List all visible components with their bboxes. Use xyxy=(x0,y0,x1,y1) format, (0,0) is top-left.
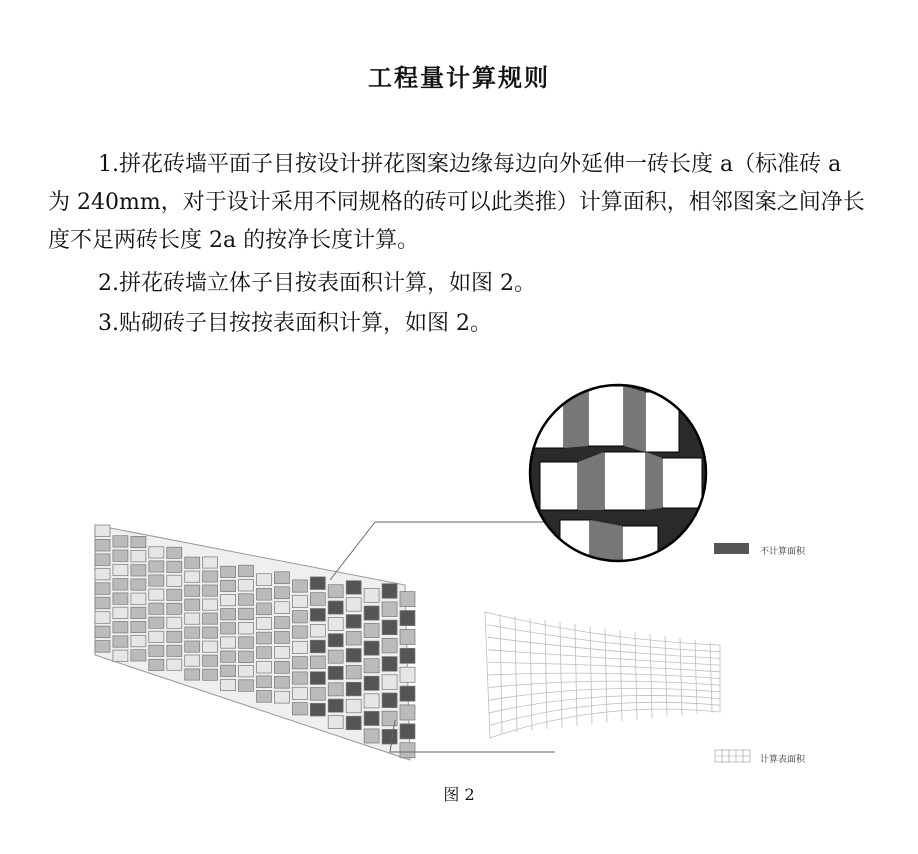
wall-brick xyxy=(149,659,164,670)
wall-brick xyxy=(364,694,379,708)
wall-brick xyxy=(131,621,146,632)
wall-brick xyxy=(274,661,289,673)
wall-brick xyxy=(203,641,218,652)
wall-brick xyxy=(167,659,182,670)
wall-brick xyxy=(364,606,379,620)
wire-column-line xyxy=(530,618,532,731)
wall-brick xyxy=(310,703,325,716)
wall-brick xyxy=(239,665,254,677)
wall-brick xyxy=(95,612,110,624)
wall-brick xyxy=(400,629,415,644)
wall-brick xyxy=(364,588,379,602)
wall-brick xyxy=(167,575,182,586)
wall-brick xyxy=(382,675,397,690)
rule-1-paragraph: 1.拼花砖墙平面子目按设计拼花图案边缘每边向外延伸一砖长度 a（标准砖 a 为 240mm，对于设计采用不同规格的砖可以此类推）计算面积，相邻图案之间净长度不足两砖长度 2a 的按净长度计算。 xyxy=(48,152,865,253)
wall-brick xyxy=(292,626,307,638)
legend-swatch-excluded xyxy=(714,543,749,554)
wall-brick xyxy=(382,638,397,653)
wall-brick xyxy=(292,580,307,592)
wall-brick xyxy=(167,547,182,558)
wall-brick xyxy=(274,691,289,703)
wall-brick xyxy=(113,579,128,590)
wire-row-line xyxy=(489,681,720,687)
wall-brick xyxy=(239,608,254,620)
legend-swatch-included xyxy=(715,750,750,762)
wall-brick xyxy=(149,589,164,600)
wall-brick xyxy=(131,565,146,576)
wall-brick xyxy=(310,672,325,685)
wall-brick xyxy=(292,672,307,684)
wire-row-line xyxy=(489,673,721,678)
wall-brick xyxy=(257,603,272,615)
wall-brick xyxy=(167,645,182,656)
wall-brick xyxy=(292,703,307,715)
wall-brick xyxy=(346,699,361,713)
wall-brick xyxy=(185,585,200,596)
wall-brick xyxy=(310,624,325,637)
wall-brick xyxy=(95,626,110,638)
wall-brick xyxy=(203,599,218,610)
wall-brick xyxy=(113,622,128,633)
wall-brick xyxy=(149,547,164,558)
wall-brick xyxy=(274,676,289,688)
wall-brick xyxy=(239,623,254,635)
wall-brick xyxy=(274,602,289,614)
rule-3-line: 3.贴砌砖子目按按表面积计算，如图 2。 xyxy=(98,311,492,336)
wall-brick xyxy=(274,617,289,629)
wall-brick xyxy=(400,667,415,682)
wall-brick xyxy=(149,575,164,586)
wall-brick xyxy=(364,624,379,638)
wall-brick xyxy=(203,571,218,582)
wall-brick xyxy=(149,617,164,628)
wall-brick xyxy=(310,656,325,669)
wall-brick xyxy=(400,592,415,607)
wall-brick xyxy=(257,691,272,703)
wall-brick xyxy=(328,666,343,679)
wall-brick xyxy=(364,676,379,690)
wall-brick xyxy=(221,566,236,577)
wall-brick xyxy=(257,632,272,644)
wire-row-line xyxy=(488,662,720,671)
wall-brick xyxy=(274,646,289,658)
wall-brick xyxy=(310,593,325,606)
wall-brick xyxy=(328,634,343,647)
legend-label-excluded: 不计算面积 xyxy=(760,547,806,557)
wall-brick xyxy=(257,647,272,659)
wall-brick xyxy=(221,651,236,662)
brick-wall-illustration xyxy=(0,380,918,800)
wall-brick xyxy=(310,688,325,701)
wall-brick xyxy=(257,676,272,688)
wall-brick xyxy=(328,683,343,696)
wall-brick xyxy=(292,657,307,669)
wall-brick xyxy=(328,585,343,598)
wire-row-line xyxy=(488,637,720,658)
wall-brick xyxy=(131,593,146,604)
wall-brick xyxy=(400,743,415,758)
wall-brick xyxy=(113,607,128,618)
wall-brick xyxy=(346,632,361,646)
wall-brick xyxy=(292,595,307,607)
wall-brick xyxy=(239,594,254,606)
wall-brick xyxy=(239,651,254,663)
wall-brick xyxy=(346,615,361,629)
wall-brick xyxy=(185,669,200,680)
wire-column-line xyxy=(500,614,502,734)
wall-brick xyxy=(328,716,343,729)
wall-brick xyxy=(346,581,361,595)
document-title: 工程量计算规则 xyxy=(368,63,550,92)
wall-brick xyxy=(113,650,128,661)
wall-brick xyxy=(382,693,397,708)
wall-brick xyxy=(364,641,379,655)
wall-brick xyxy=(274,572,289,584)
wall-brick xyxy=(167,589,182,600)
wire-column-line xyxy=(635,632,637,720)
wall-brick xyxy=(257,588,272,600)
wall-brick xyxy=(203,655,218,666)
wall-brick xyxy=(382,657,397,672)
wall-brick xyxy=(185,599,200,610)
wall-brick xyxy=(167,617,182,628)
wall-brick xyxy=(257,661,272,673)
wall-brick xyxy=(400,705,415,720)
wall-brick xyxy=(167,631,182,642)
wall-brick xyxy=(328,699,343,712)
rule-2-line: 2.拼花砖墙立体子目按表面积计算，如图 2。 xyxy=(98,271,536,296)
wall-brick xyxy=(95,554,110,566)
wall-brick xyxy=(149,631,164,642)
wall-brick xyxy=(364,711,379,725)
wall-brick xyxy=(382,729,397,744)
wall-brick xyxy=(185,613,200,624)
wall-brick xyxy=(221,679,236,690)
wall-brick xyxy=(167,603,182,614)
wall-brick xyxy=(328,617,343,630)
wall-brick xyxy=(382,620,397,635)
wall-brick xyxy=(239,637,254,649)
wall-brick xyxy=(95,539,110,551)
wall-brick xyxy=(346,665,361,679)
wall-brick xyxy=(382,602,397,617)
wire-column-line xyxy=(560,622,562,728)
wall-brick xyxy=(274,587,289,599)
wall-brick xyxy=(95,597,110,609)
wall-brick xyxy=(113,550,128,561)
wall-brick xyxy=(203,669,218,680)
wall-brick xyxy=(221,580,236,591)
wall-brick xyxy=(167,561,182,572)
wall-brick xyxy=(131,579,146,590)
wall-brick xyxy=(400,686,415,701)
wall-brick xyxy=(185,655,200,666)
wall-brick xyxy=(149,561,164,572)
wall-brick xyxy=(203,613,218,624)
wall-brick xyxy=(113,636,128,647)
wall-brick xyxy=(185,557,200,568)
wall-brick xyxy=(346,716,361,730)
wireframe-surface xyxy=(485,612,720,738)
figure-caption: 图 2 xyxy=(443,785,475,804)
wall-brick xyxy=(113,593,128,604)
wall-brick xyxy=(292,611,307,623)
wall-brick xyxy=(400,724,415,739)
wall-brick xyxy=(185,641,200,652)
brick-wall-3d xyxy=(95,525,415,760)
wall-brick xyxy=(113,564,128,575)
wall-brick xyxy=(131,650,146,661)
wall-brick xyxy=(113,536,128,547)
wall-brick xyxy=(400,648,415,663)
wall-brick xyxy=(221,623,236,634)
wall-brick xyxy=(185,571,200,582)
wall-brick xyxy=(310,609,325,622)
wall-brick xyxy=(257,574,272,586)
wall-brick xyxy=(95,568,110,580)
wall-brick xyxy=(221,637,236,648)
wall-brick xyxy=(131,551,146,562)
wall-brick xyxy=(203,627,218,638)
wall-brick xyxy=(400,611,415,626)
wire-column-line xyxy=(620,630,622,722)
wall-brick xyxy=(382,584,397,599)
wall-brick xyxy=(257,618,272,630)
legend-label-included: 计算表面积 xyxy=(760,755,806,765)
wall-brick xyxy=(310,640,325,653)
magnified-brick-detail xyxy=(530,385,710,571)
wire-column-line xyxy=(710,642,712,713)
wall-brick xyxy=(149,645,164,656)
wall-brick xyxy=(292,641,307,653)
wire-row-line xyxy=(489,688,720,700)
wall-brick xyxy=(203,557,218,568)
wall-brick xyxy=(221,595,236,606)
wall-brick xyxy=(149,603,164,614)
wall-brick xyxy=(239,580,254,592)
wall-brick xyxy=(364,659,379,673)
wall-brick xyxy=(239,565,254,577)
wall-brick xyxy=(328,601,343,614)
wall-brick xyxy=(346,649,361,663)
wall-brick xyxy=(310,577,325,590)
wall-brick xyxy=(364,729,379,743)
wall-brick xyxy=(131,536,146,547)
wall-brick xyxy=(346,598,361,612)
figure-2 xyxy=(0,380,918,800)
wall-brick xyxy=(274,632,289,644)
wall-brick xyxy=(292,687,307,699)
wall-brick xyxy=(221,665,236,676)
wall-brick xyxy=(328,650,343,663)
wall-brick xyxy=(239,680,254,692)
wall-brick xyxy=(185,627,200,638)
wall-brick xyxy=(95,583,110,595)
wall-brick xyxy=(95,525,110,537)
wall-brick xyxy=(131,607,146,618)
wire-row-line xyxy=(487,625,720,652)
wall-brick xyxy=(131,636,146,647)
wall-brick xyxy=(346,682,361,696)
wall-brick xyxy=(203,585,218,596)
wall-brick xyxy=(221,609,236,620)
wall-brick xyxy=(95,641,110,653)
